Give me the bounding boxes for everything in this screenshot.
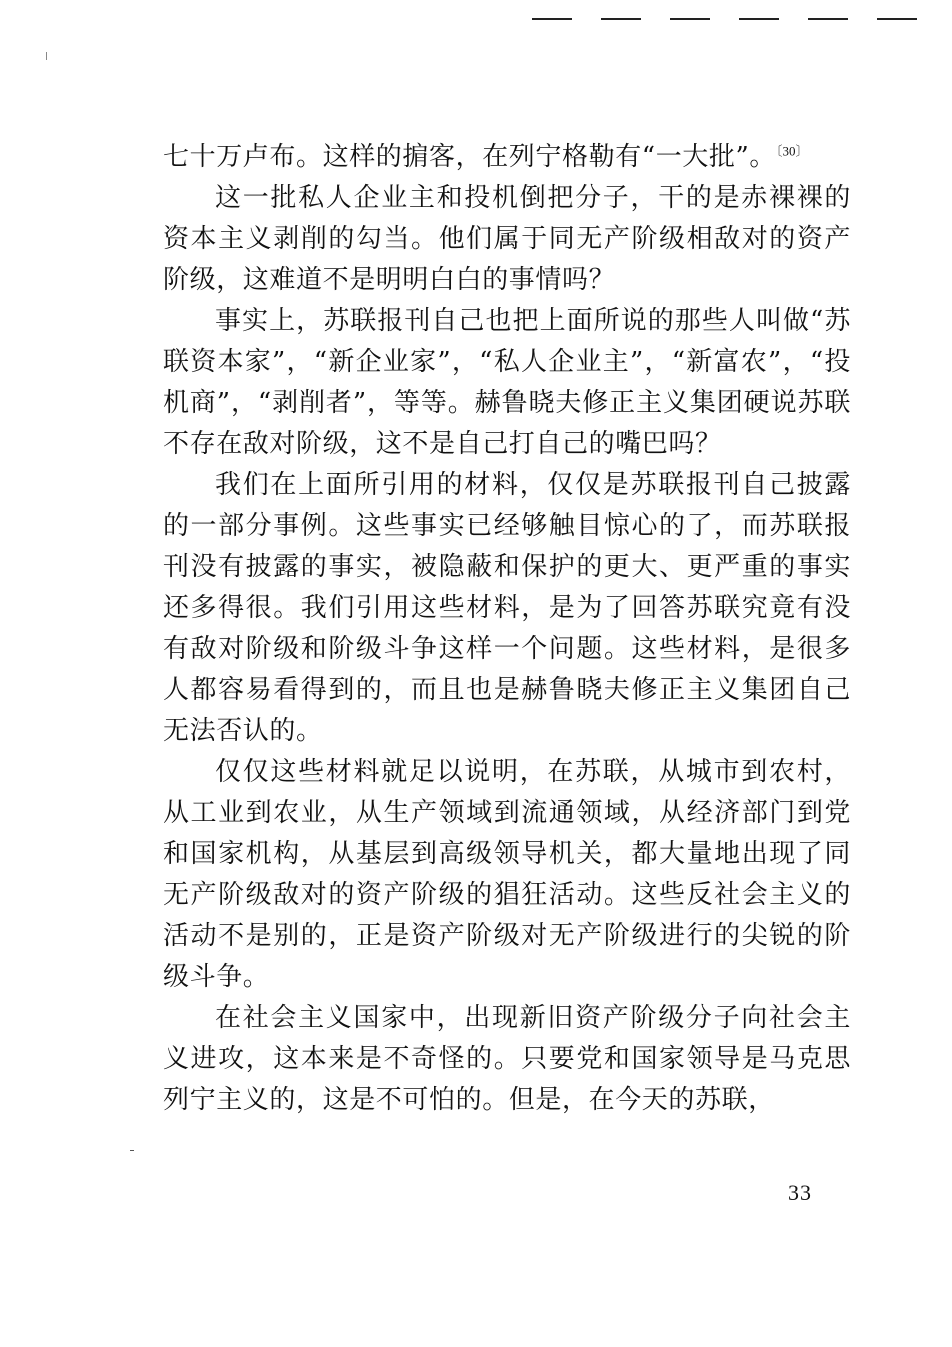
header-dash: [532, 18, 572, 20]
paragraph-text: 七十万卢布。这样的掮客，在列宁格勒有“一大批”。: [163, 142, 776, 172]
body-text: [163, 137, 851, 1121]
footnote-ref: 〔30〕: [776, 143, 809, 159]
header-dash: [877, 18, 917, 20]
scan-mark: [130, 1150, 134, 1151]
header-dash: [670, 18, 710, 20]
paragraph-4: 我们在上面所引用的材料，仅仅是苏联报刊自己披露的一部分事例。这些事实已经够触目惊心的了，而苏联报刊没有披露的事实，被隐蔽和保护的更大、更严重的事实还多得很。我们引用这些材料，是为了回答苏联究竟有没有敌对阶级和阶级斗争这样一个问题。这些材料，是很多人都容易看得到的，而且也是赫鲁晓夫修正主义集团自己无法否认的。: [163, 470, 851, 746]
page-number: 33: [788, 1180, 812, 1205]
paragraph-6: 在社会主义国家中，出现新旧资产阶级分子向社会主义进攻，这本来是不奇怪的。只要党和国家领导是马克思列宁主义的，这是不可怕的。但是，在今天的苏联，: [163, 1003, 851, 1115]
header-dash: [808, 18, 848, 20]
header-dash: [601, 18, 641, 20]
paragraph-1: [163, 137, 851, 178]
paragraph-5: 仅仅这些材料就足以说明，在苏联，从城市到农村，从工业到农业，从生产领域到流通领域，从经济部门到党和国家机构，从基层到高级领导机关，都大量地出现了同无产阶级敌对的资产阶级的猖狂活动。这些反社会主义的活动不是别的，正是资产阶级对无产阶级进行的尖锐的阶级斗争。: [163, 757, 851, 992]
paragraph-3: 事实上，苏联报刊自己也把上面所说的那些人叫做“苏联资本家”，“新企业家”，“私人企业主”，“新富农”，“投机商”，“剥削者”，等等。赫鲁晓夫修正主义集团硬说苏联不存在敌对阶级，这不是自己打自己的嘴巴吗？: [163, 306, 851, 459]
header-dash: [739, 18, 779, 20]
scan-mark: [46, 52, 47, 60]
paragraph-2: 这一批私人企业主和投机倒把分子，干的是赤裸裸的资本主义剥削的勾当。他们属于同无产阶级相敌对的资产阶级，这难道不是明明白白的事情吗？: [163, 183, 851, 295]
